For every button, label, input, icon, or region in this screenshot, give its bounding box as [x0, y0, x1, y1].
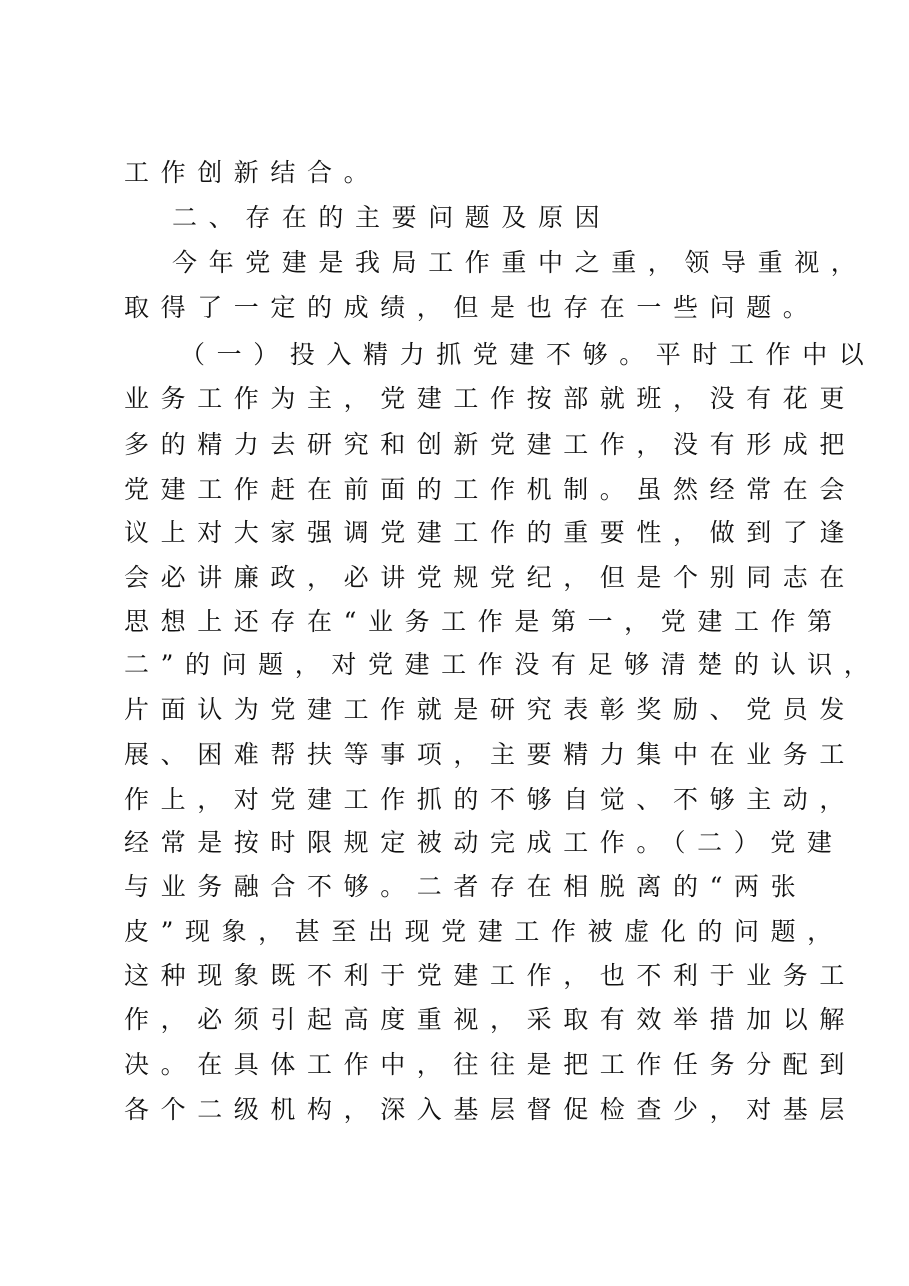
text-line: 这种现象既不利于党建工作，也不利于业务工: [124, 961, 857, 990]
text-line: 片面认为党建工作就是研究表彰奖励、党员发: [124, 695, 857, 724]
text-line: 会必讲廉政，必讲党规党纪，但是个别同志在: [124, 563, 857, 592]
text-line: 经常是按时限规定被动完成工作。（二）党建: [124, 828, 844, 857]
text-line: 皮”现象，甚至出现党建工作被虚化的问题，: [124, 917, 844, 946]
text-line: 二”的问题，对党建工作没有足够清楚的认识，: [124, 650, 881, 679]
text-line: 工作创新结合。: [124, 158, 381, 187]
text-line: 取得了一定的成绩，但是也存在一些问题。: [124, 293, 820, 322]
text-line: 作，必须引起高度重视，采取有效举措加以解: [124, 1005, 857, 1034]
text-line: 各个二级机构，深入基层督促检查少，对基层: [124, 1095, 857, 1124]
text-line: 决。在具体工作中，往往是把工作任务分配到: [124, 1050, 857, 1079]
text-line: 今年党建是我局工作重中之重，领导重视，: [172, 248, 868, 277]
text-line: 业务工作为主，党建工作按部就班，没有花更: [124, 384, 857, 413]
text-line: 多的精力去研究和创新党建工作，没有形成把: [124, 430, 857, 459]
text-line: 作上，对党建工作抓的不够自觉、不够主动，: [124, 785, 857, 814]
text-line: 议上对大家强调党建工作的重要性，做到了逢: [124, 518, 857, 547]
text-line: （一）投入精力抓党建不够。平时工作中以: [180, 340, 876, 369]
text-line: 党建工作赶在前面的工作机制。虽然经常在会: [124, 475, 857, 504]
text-line: 与业务融合不够。二者存在相脱离的“两张: [124, 872, 808, 901]
text-line: 思想上还存在“业务工作是第一，党建工作第: [124, 607, 844, 636]
text-line: 展、困难帮扶等事项，主要精力集中在业务工: [124, 740, 857, 769]
section-heading: 二、存在的主要问题及原因: [172, 203, 612, 232]
